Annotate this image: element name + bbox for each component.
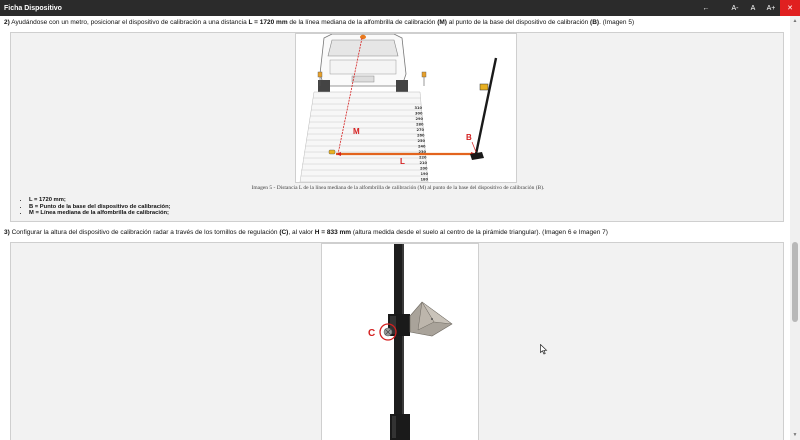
radar-device-image [321, 243, 479, 440]
step-2-text-after: . (Imagen 5) [599, 19, 635, 26]
title-bar [0, 0, 800, 16]
scale-label: 210 [419, 161, 427, 165]
step-2-text-mid2: al punto de la base del dispositivo de calibración [446, 19, 591, 26]
step-2-text [4, 19, 786, 26]
label-b: B [466, 133, 472, 142]
scale-label: 230 [418, 150, 426, 154]
step-2-b-ref: (B) [590, 19, 600, 26]
calibration-mat-illustration [296, 34, 517, 183]
step-2-text-before: Ayudándose con un metro, posicionar el dispositivo de calibración a una distancia [9, 19, 249, 26]
step-3-text-before: Configurar la altura del dispositivo de calibración radar a través de los tornillos de regulación [9, 229, 280, 236]
scrollbar-thumb[interactable] [792, 242, 798, 322]
step-2-text-mid1: de la línea mediana de la alfombrilla de calibración [287, 19, 438, 26]
step-3-text-after: (altura medida desde el suelo al centro de la pirámide triangular). (Imagen 6 e Imagen 7) [351, 229, 608, 236]
step-2-panel [10, 32, 784, 222]
scale-label: 220 [418, 155, 427, 160]
font-decrease-button[interactable]: A- [731, 4, 739, 12]
step-2-number: 2) [4, 19, 10, 26]
step-2-distance: L = 1720 mm [248, 19, 288, 26]
scroll-down-icon[interactable]: ▼ [792, 432, 798, 438]
vertical-scrollbar[interactable] [790, 16, 800, 440]
image-5-caption: Imagen 5 - Distancia L de la línea mediana de la alfombrilla de calibración (M) al punto de la base del dispositivo de calibración (B). [251, 185, 545, 191]
scale-label: 180 [420, 177, 428, 182]
scale-label: 270 [416, 128, 424, 132]
scale-label: 250 [417, 139, 425, 143]
scroll-up-icon[interactable]: ▲ [792, 18, 798, 24]
legend-item: • B = Punto de la base del dispositivo de calibración; [29, 204, 171, 210]
back-button[interactable]: ← [702, 4, 710, 12]
radar-device-illustration [322, 244, 479, 440]
scale-label: 290 [415, 117, 423, 121]
font-increase-button[interactable]: A+ [766, 4, 776, 12]
scale-label: 240 [417, 144, 426, 149]
step-3-c-ref: (C) [279, 229, 289, 236]
label-m: M [353, 127, 360, 136]
label-l: L [400, 157, 405, 166]
font-reset-button[interactable]: A [750, 4, 756, 12]
scale-label: 260 [416, 133, 425, 138]
window-title: Ficha Dispositivo [4, 4, 62, 12]
step-2-legend [21, 197, 171, 217]
calibration-mat-image [295, 33, 517, 183]
document-content [0, 16, 790, 440]
step-3-text [4, 229, 786, 236]
step-3-height: H = 833 mm [314, 229, 352, 236]
step-3-panel [10, 242, 784, 440]
mouse-cursor-icon [540, 344, 548, 355]
scale-label: 200 [419, 166, 428, 171]
scale-label: 310 [414, 106, 422, 110]
close-button[interactable]: ✕ [780, 0, 800, 16]
label-c: C [368, 328, 376, 339]
step-3-number: 3) [4, 229, 10, 236]
legend-item: • L = 1720 mm; [29, 197, 171, 203]
scale-label: 280 [415, 122, 424, 127]
legend-item: • M = Línea mediana de la alfombrilla de calibración; [29, 210, 171, 216]
scale-label: 190 [420, 172, 428, 176]
step-3-text-mid: , al valor [288, 229, 315, 236]
step-2-m-ref: (M) [437, 19, 447, 26]
scale-label: 300 [414, 111, 423, 116]
